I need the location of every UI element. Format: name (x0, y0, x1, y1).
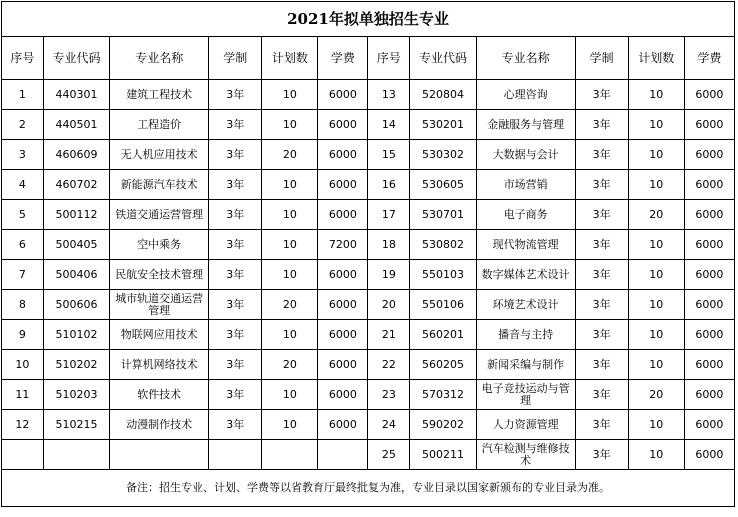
table-cell: 6000 (684, 380, 734, 410)
table-cell: 3年 (209, 290, 262, 320)
table-cell: 5 (2, 200, 44, 230)
table-row (2, 350, 735, 380)
table-cell: 440501 (43, 110, 109, 140)
table-cell: 6000 (684, 410, 734, 440)
table-cell: 22 (368, 350, 410, 380)
table-cell: 10 (262, 200, 318, 230)
table-cell: 3年 (575, 260, 628, 290)
table-cell: 10 (628, 170, 684, 200)
major-name-cell: 汽车检测与维修技术 (476, 440, 575, 470)
header-cell: 计划数 (628, 37, 684, 80)
table-cell: 3年 (209, 230, 262, 260)
table-cell: 10 (628, 80, 684, 110)
table-cell: 6000 (318, 80, 368, 110)
table-cell: 6000 (684, 290, 734, 320)
table-cell: 560201 (410, 320, 476, 350)
major-name-cell: 金融服务与管理 (476, 110, 575, 140)
table-cell: 6000 (684, 350, 734, 380)
table-cell: 10 (628, 290, 684, 320)
table-cell: 10 (262, 110, 318, 140)
header-row (2, 37, 735, 80)
table-cell: 7 (2, 260, 44, 290)
table-cell: 3年 (209, 410, 262, 440)
table-cell: 10 (628, 350, 684, 380)
table-cell: 510215 (43, 410, 109, 440)
table-cell: 4 (2, 170, 44, 200)
header-cell: 序号 (2, 37, 44, 80)
table-cell: 6000 (684, 260, 734, 290)
table-cell: 20 (262, 290, 318, 320)
header-cell: 计划数 (262, 37, 318, 80)
header-cell: 学制 (209, 37, 262, 80)
table-cell: 6000 (684, 200, 734, 230)
majors-table (1, 1, 735, 507)
table-cell: 10 (628, 230, 684, 260)
table-cell (209, 440, 262, 470)
table-cell: 530201 (410, 110, 476, 140)
table-cell: 3年 (575, 140, 628, 170)
table-cell: 6000 (318, 170, 368, 200)
major-name-cell: 新能源汽车技术 (110, 170, 209, 200)
major-name-cell: 电子商务 (476, 200, 575, 230)
table-cell: 3年 (575, 380, 628, 410)
header-cell: 专业名称 (110, 37, 209, 80)
header-cell: 专业代码 (410, 37, 476, 80)
table-cell (43, 440, 109, 470)
table-cell: 10 (262, 230, 318, 260)
table-cell: 510102 (43, 320, 109, 350)
table-cell: 10 (262, 320, 318, 350)
table-cell: 550106 (410, 290, 476, 320)
table-cell: 10 (628, 440, 684, 470)
major-name-cell: 无人机应用技术 (110, 140, 209, 170)
table-cell: 20 (368, 290, 410, 320)
table-cell: 500606 (43, 290, 109, 320)
table-cell: 6000 (318, 140, 368, 170)
table-cell: 10 (262, 80, 318, 110)
table-cell: 530802 (410, 230, 476, 260)
table-cell: 17 (368, 200, 410, 230)
table-cell: 3年 (209, 350, 262, 380)
table-cell: 440301 (43, 80, 109, 110)
header-cell: 序号 (368, 37, 410, 80)
table-cell: 10 (628, 260, 684, 290)
table-cell: 3年 (575, 80, 628, 110)
table-cell: 14 (368, 110, 410, 140)
table-cell: 510202 (43, 350, 109, 380)
table-row (2, 440, 735, 470)
table-cell: 460609 (43, 140, 109, 170)
major-name-cell: 播音与主持 (476, 320, 575, 350)
table-cell: 3年 (575, 410, 628, 440)
table-cell (2, 440, 44, 470)
table-cell: 550103 (410, 260, 476, 290)
major-name-cell: 动漫制作技术 (110, 410, 209, 440)
table-cell: 500211 (410, 440, 476, 470)
table-cell: 12 (2, 410, 44, 440)
table-cell: 3年 (209, 200, 262, 230)
table-cell (318, 440, 368, 470)
major-name-cell (110, 440, 209, 470)
major-name-cell: 大数据与会计 (476, 140, 575, 170)
major-name-cell: 心理咨询 (476, 80, 575, 110)
major-name-cell: 市场营销 (476, 170, 575, 200)
table-row (2, 80, 735, 110)
table-cell: 6000 (318, 350, 368, 380)
table-cell: 10 (262, 410, 318, 440)
table-cell: 25 (368, 440, 410, 470)
table-cell: 500405 (43, 230, 109, 260)
table-cell: 21 (368, 320, 410, 350)
table-cell: 3年 (575, 170, 628, 200)
table-cell: 6000 (684, 230, 734, 260)
table-row (2, 110, 735, 140)
table-cell: 11 (2, 380, 44, 410)
table-cell: 3年 (575, 350, 628, 380)
table-cell: 460702 (43, 170, 109, 200)
table-cell: 6000 (318, 200, 368, 230)
major-name-cell: 城市轨道交通运营管理 (110, 290, 209, 320)
major-name-cell: 人力资源管理 (476, 410, 575, 440)
table-cell: 560205 (410, 350, 476, 380)
major-name-cell: 新闻采编与制作 (476, 350, 575, 380)
table-cell: 3 (2, 140, 44, 170)
major-name-cell: 数字媒体艺术设计 (476, 260, 575, 290)
table-row (2, 320, 735, 350)
table-row (2, 260, 735, 290)
table-cell: 10 (262, 170, 318, 200)
header-cell: 学制 (575, 37, 628, 80)
table-cell: 6000 (318, 110, 368, 140)
table-cell: 20 (628, 200, 684, 230)
table-cell: 6000 (318, 380, 368, 410)
table-cell: 6000 (318, 410, 368, 440)
table-cell: 590202 (410, 410, 476, 440)
table-title: 2021年拟单独招生专业 (2, 2, 735, 37)
table-cell: 10 (628, 320, 684, 350)
major-name-cell: 铁道交通运营管理 (110, 200, 209, 230)
table-cell: 520804 (410, 80, 476, 110)
table-cell: 3年 (575, 320, 628, 350)
table-cell: 10 (262, 260, 318, 290)
table-cell: 530302 (410, 140, 476, 170)
table-cell: 500406 (43, 260, 109, 290)
major-name-cell: 物联网应用技术 (110, 320, 209, 350)
major-name-cell: 建筑工程技术 (110, 80, 209, 110)
footnote: 备注：招生专业、计划、学费等以省教育厅最终批复为准，专业目录以国家新颁布的专业目录为准。 (2, 470, 735, 507)
table-cell: 10 (628, 410, 684, 440)
table-row (2, 170, 735, 200)
table-cell: 3年 (209, 320, 262, 350)
table-cell: 6000 (318, 260, 368, 290)
header-cell: 专业代码 (43, 37, 109, 80)
table-cell: 6000 (684, 440, 734, 470)
table-cell: 3年 (209, 170, 262, 200)
table-cell: 530701 (410, 200, 476, 230)
table-row (2, 410, 735, 440)
table-cell: 6000 (684, 320, 734, 350)
table-cell: 3年 (575, 230, 628, 260)
table-row (2, 230, 735, 260)
table-cell: 7200 (318, 230, 368, 260)
table-cell: 3年 (575, 200, 628, 230)
header-cell: 学费 (684, 37, 734, 80)
major-name-cell: 环境艺术设计 (476, 290, 575, 320)
table-cell: 3年 (575, 110, 628, 140)
table-cell: 3年 (209, 110, 262, 140)
table-cell: 3年 (209, 80, 262, 110)
table-cell: 13 (368, 80, 410, 110)
table-row (2, 200, 735, 230)
table-cell: 10 (2, 350, 44, 380)
table-cell: 10 (628, 110, 684, 140)
table-cell: 3年 (575, 440, 628, 470)
table-cell: 16 (368, 170, 410, 200)
admissions-table-sheet (1, 1, 735, 513)
table-cell: 530605 (410, 170, 476, 200)
table-cell: 3年 (209, 260, 262, 290)
major-name-cell: 现代物流管理 (476, 230, 575, 260)
major-name-cell: 工程造价 (110, 110, 209, 140)
table-cell: 1 (2, 80, 44, 110)
table-cell: 6 (2, 230, 44, 260)
table-cell: 20 (262, 140, 318, 170)
major-name-cell: 软件技术 (110, 380, 209, 410)
table-cell (262, 440, 318, 470)
table-cell: 3年 (575, 290, 628, 320)
table-row (2, 290, 735, 320)
table-cell: 500112 (43, 200, 109, 230)
table-cell: 19 (368, 260, 410, 290)
table-cell: 6000 (684, 110, 734, 140)
table-cell: 23 (368, 380, 410, 410)
table-cell: 2 (2, 110, 44, 140)
table-cell: 20 (628, 380, 684, 410)
table-cell: 8 (2, 290, 44, 320)
table-cell: 24 (368, 410, 410, 440)
table-cell: 9 (2, 320, 44, 350)
table-cell: 10 (628, 140, 684, 170)
major-name-cell: 空中乘务 (110, 230, 209, 260)
table-cell: 6000 (684, 80, 734, 110)
table-cell: 20 (262, 350, 318, 380)
table-cell: 6000 (684, 170, 734, 200)
major-name-cell: 民航安全技术管理 (110, 260, 209, 290)
table-row (2, 380, 735, 410)
header-cell: 专业名称 (476, 37, 575, 80)
table-cell: 3年 (209, 140, 262, 170)
table-cell: 18 (368, 230, 410, 260)
table-cell: 510203 (43, 380, 109, 410)
table-cell: 570312 (410, 380, 476, 410)
table-cell: 10 (262, 380, 318, 410)
table-cell: 6000 (318, 290, 368, 320)
header-cell: 学费 (318, 37, 368, 80)
table-cell: 6000 (318, 320, 368, 350)
table-cell: 3年 (209, 380, 262, 410)
major-name-cell: 计算机网络技术 (110, 350, 209, 380)
table-cell: 15 (368, 140, 410, 170)
table-row (2, 140, 735, 170)
table-cell: 6000 (684, 140, 734, 170)
major-name-cell: 电子竞技运动与管理 (476, 380, 575, 410)
